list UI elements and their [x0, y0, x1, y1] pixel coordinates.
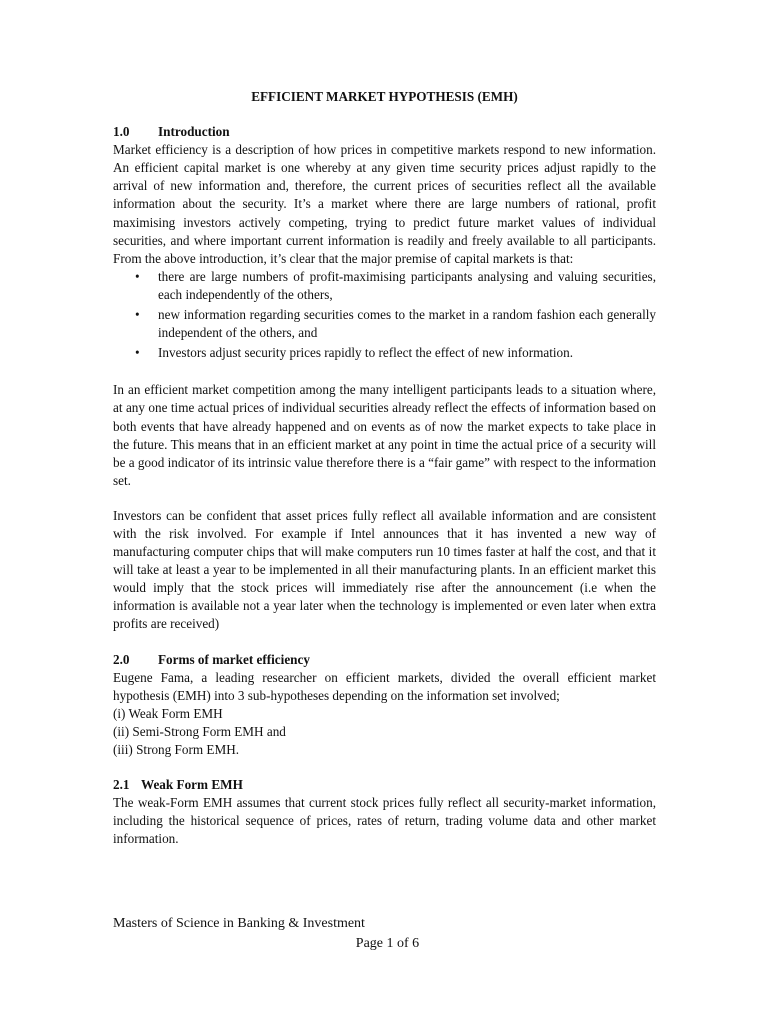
bullet-item: • there are large numbers of profit-maximising participants analysing and valuing securities, each independently of the others, [113, 268, 656, 304]
section-heading-introduction [113, 123, 656, 141]
bullet-item: • new information regarding securities comes to the market in a random fashion each generally independent of the others, and [113, 306, 656, 342]
footer-course: Masters of Science in Banking & Investment [113, 916, 365, 931]
document-title: EFFICIENT MARKET HYPOTHESIS (EMH) [251, 89, 518, 104]
page-footer [113, 914, 656, 954]
forms-list-item: (iii) Strong Form EMH. [113, 742, 240, 757]
premise-bullet-list [113, 268, 656, 362]
page-number: Page 1 of 6 [355, 936, 420, 951]
forms-paragraph: Eugene Fama, a leading researcher on efficient markets, divided the overall efficient market hypothesis (EMH) into 3 sub-hypotheses depending on the information set involved; [113, 669, 656, 703]
intro-paragraph-1: Market efficiency is a description of how prices in competitive markets respond to new information. An efficient capital market is one whereby at any given time security prices adjust rapidly to the arrival of new information and, therefore, the current prices of securities reflect all the available information about the security. It’s a market where there are large numbers of rational, profit maximising investors actively competing, trying to predict future market values of individual securities, and where important current information is readily and freely available to all participants. From the above introduction, it’s clear that the major premise of capital markets is that: [113, 142, 656, 266]
section-title: Weak Form EMH [141, 777, 243, 793]
intro-paragraph-3: Investors can be confident that asset prices fully reflect all available information and are consistent with the risk involved. For example if Intel announces that it has invented a new way of manufacturing computer chips that will make computers run 10 times faster at half the cost, and that it will take at least a year to be implemented in all their manufacturing plants. In an efficient market this would imply that the stock prices will immediately rise after the announcement (i.e when the information is available not a year later when the technology is implemented or even later when extra profits are received) [113, 507, 656, 632]
section-heading-weak-form [113, 776, 656, 794]
document-body [113, 88, 656, 848]
bullet-item: • Investors adjust security prices rapidly to reflect the effect of new information. [113, 344, 656, 362]
section-title: Forms of market efficiency [158, 651, 310, 667]
section-number: 2.0 [113, 651, 130, 667]
weak-form-paragraph: The weak-Form EMH assumes that current stock prices fully reflect all security-market information, including the historical sequence of prices, rates of return, trading volume data and other market information. [113, 795, 656, 847]
forms-list-item: (i) Weak Form EMH [113, 705, 223, 721]
forms-list-item: (ii) Semi-Strong Form EMH and [113, 723, 286, 739]
section-number: 1.0 [113, 124, 130, 140]
intro-paragraph-2: In an efficient market competition among the many intelligent participants leads to a situation where, at any one time actual prices of individual securities already reflect the effects of information based on both events that have already happened and on events as of now the market expects to take place in the future. This means that in an efficient market at any point in time the actual price of a security will be a good indicator of its intrinsic value therefore there is a “fair game” with respect to the information set. [113, 382, 656, 488]
section-title: Introduction [158, 124, 230, 140]
section-heading-forms [113, 651, 656, 669]
section-number: 2.1 [113, 777, 130, 793]
